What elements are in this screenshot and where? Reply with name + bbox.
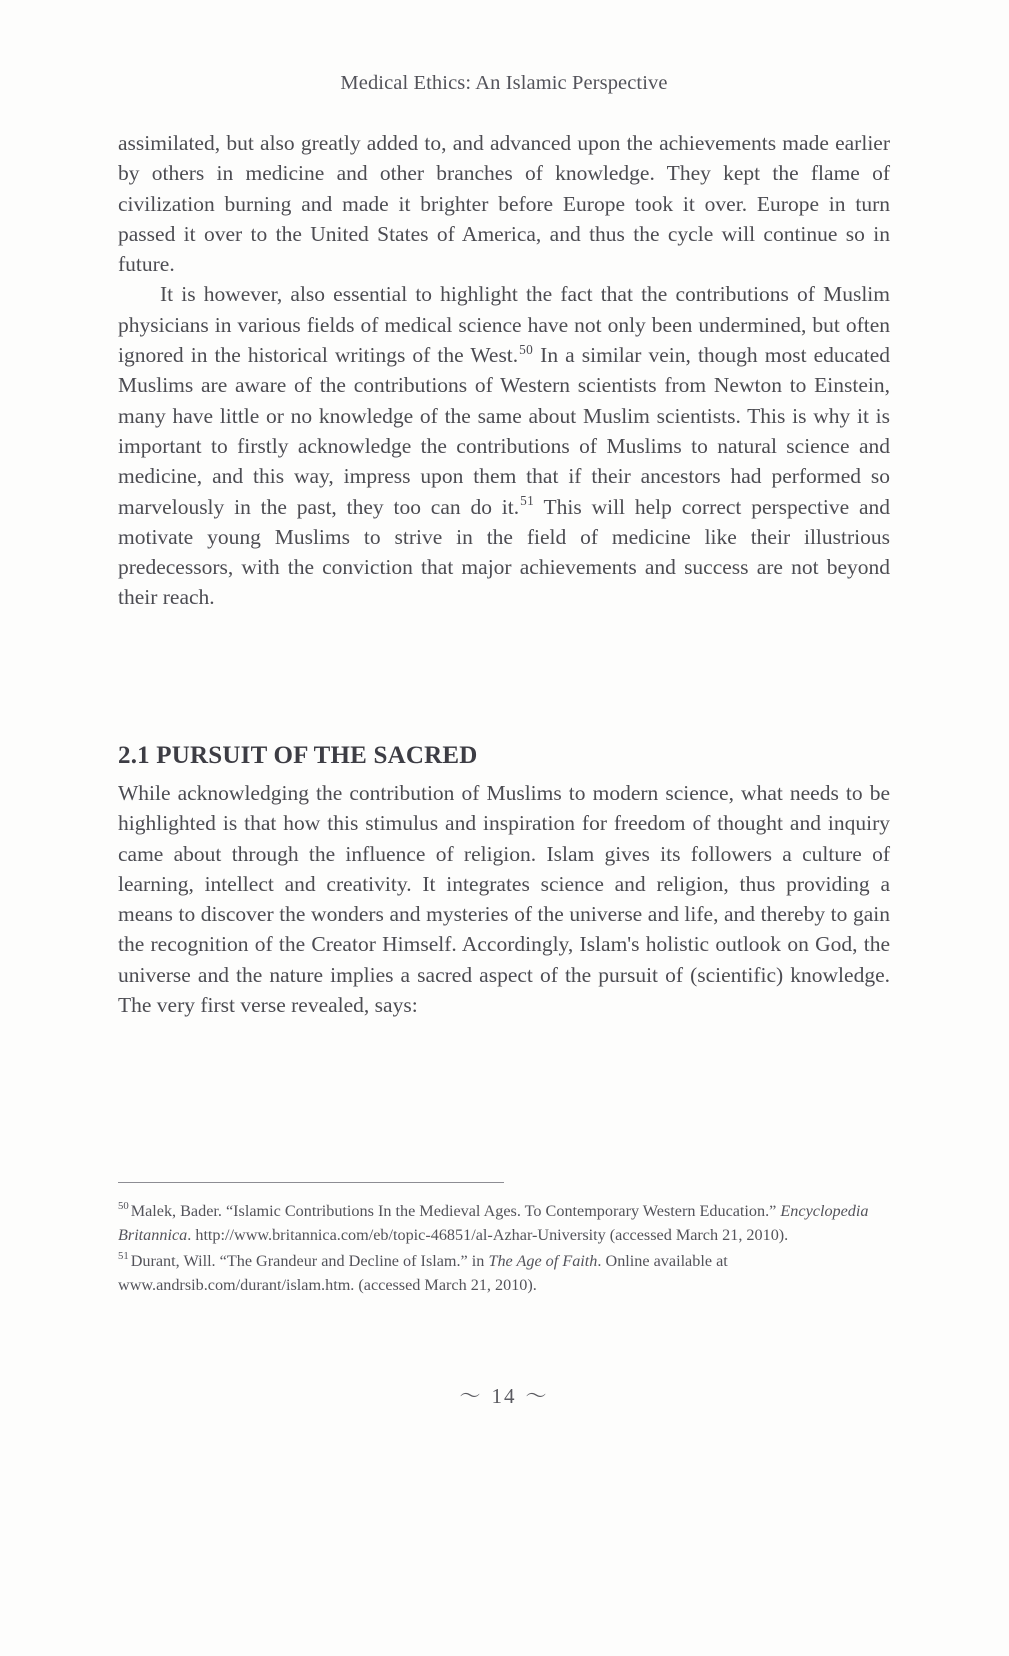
paragraph-continued: assimilated, but also greatly added to, and advanced upon the achievements made earlier by others in medicine and other branches of knowledge. They kept the flame of civilization burning and made it brighter before Europe took it over. Europe in turn passed it over to the United States of America, and thus the cycle will continue so in future. <box>118 131 890 277</box>
footnote-50-text-before: Malek, Bader. “Islamic Contributions In the Medieval Ages. To Contemporary Western Education.” <box>130 1202 781 1220</box>
body-text-block-top <box>118 128 890 613</box>
footnote-50 <box>118 1199 890 1248</box>
footnote-marker-50: 50 <box>118 1200 129 1213</box>
paragraph-text-part-1: It is however, also essential to highlight the fact that the contributions of Muslim physicians in various fields of medical science have not only been undermined, but often ignored in the historical writings of the West. <box>118 282 890 368</box>
footnote-51-source-title: The Age of Faith <box>488 1251 598 1270</box>
page-number-left-ornament-icon: ～ <box>459 1384 483 1408</box>
paragraph-text-part-2: In a similar vein, though most educated Muslims are aware of the contributions of Western scientists from Newton to Einstein, many have little or no knowledge of the same about Muslim scientists. This is why it is important to firstly acknowledge the contributions of Muslims to natural science and medicine, and this way, impress upon them that if their ancestors had performed so marvelously in the past, they too can do it. <box>118 343 890 519</box>
page-number-right-ornament-icon: ～ <box>525 1384 549 1408</box>
paragraph-contributions <box>118 279 890 612</box>
footnote-marker-51: 51 <box>118 1249 129 1262</box>
page-number-footer <box>118 1380 890 1410</box>
footnote-50-source-title: Encyclopedia Britannica <box>118 1202 869 1245</box>
footnote-separator-rule <box>118 1182 504 1183</box>
footnote-reference-51[interactable]: 51 <box>520 493 535 509</box>
footnote-51 <box>118 1249 890 1298</box>
footnote-51-text-before: Durant, Will. “The Grandeur and Decline of Islam.” in <box>130 1251 489 1270</box>
footnote-50-text-after: . http://www.britannica.com/eb/topic-46851/al-Azhar-University (accessed March 21, 2010). <box>187 1226 789 1245</box>
page-content-area <box>118 0 890 1656</box>
footnotes-area <box>118 1182 890 1298</box>
running-head: Medical Ethics: An Islamic Perspective <box>340 72 668 94</box>
paragraph-pursuit-of-the-sacred: While acknowledging the contribution of Muslims to modern science, what needs to be highlighted is that how this stimulus and inspiration for freedom of thought and inquiry came about through the influence of religion. Islam gives its followers a culture of learning, intellect and creativity. It integrates science and religion, thus providing a means to discover the wonders and mysteries of the universe and life, and thereby to gain the recognition of the Creator Himself. Accordingly, Islam's holistic outlook on God, the universe and the nature implies a sacred aspect of the pursuit of (scientific) knowledge. The very first verse revealed, says: <box>118 781 890 1018</box>
footnote-51-text-after: . Online available at www.andrsib.com/durant/islam.htm. (accessed March 21, 2010). <box>118 1251 728 1295</box>
page-number-value: 14 <box>491 1384 517 1408</box>
section-heading-2-1: 2.1 PURSUIT OF THE SACRED <box>118 742 478 769</box>
body-text-block-section <box>118 778 890 1020</box>
paragraph-text-part-3: This will help correct perspective and motivate young Muslims to strive in the field of medicine like their illustrious predecessors, with the conviction that major achievements and success are not beyond their reach. <box>118 494 890 610</box>
footnote-reference-50[interactable]: 50 <box>519 341 534 357</box>
